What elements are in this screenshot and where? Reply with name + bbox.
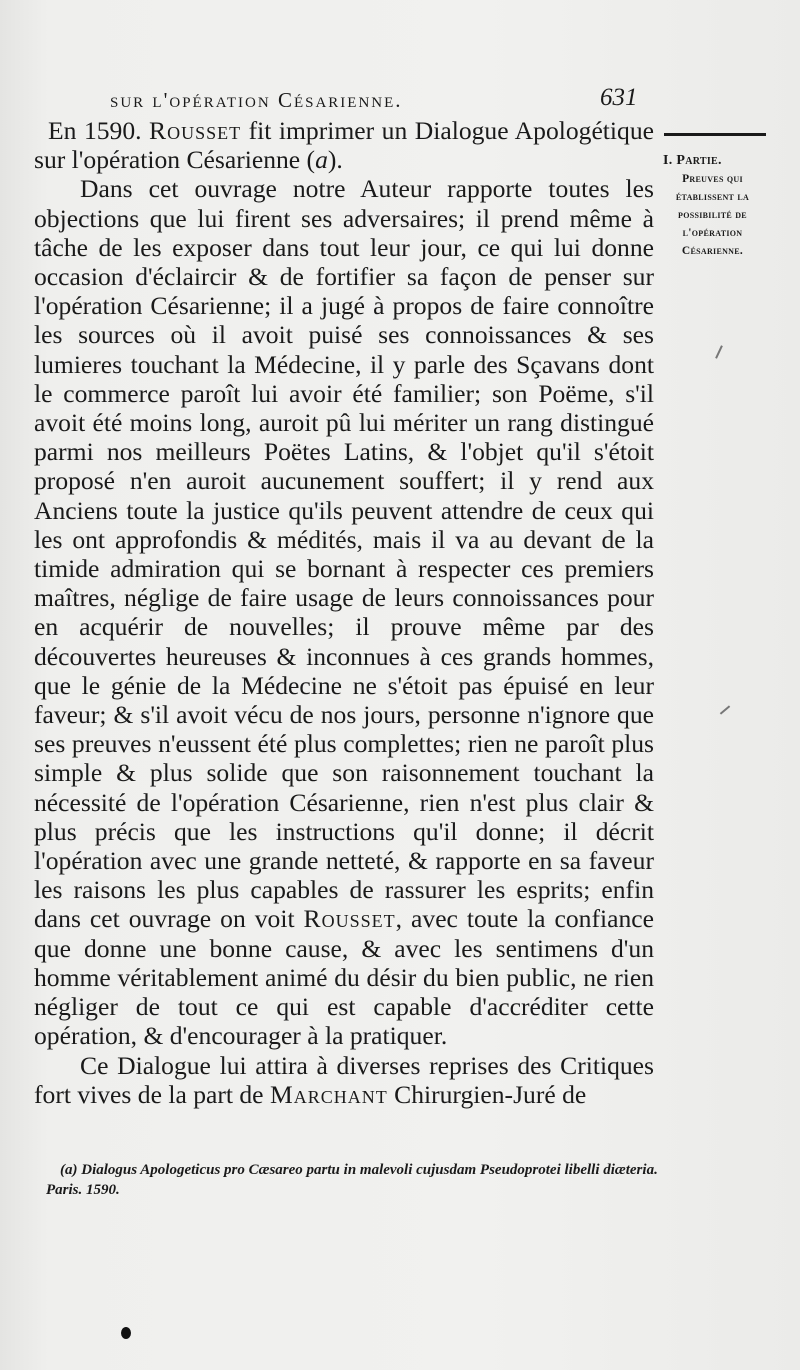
margin-note: [655, 152, 770, 260]
author-name-rousset: Rousset: [149, 116, 242, 145]
paragraph-2-segment: Dans cet ouvrage notre Auteur rapporte toutes les objections que lui firent ses adversaires; il prend même à tâche de les exposer dans tout leur jour, ce qui lui donne occasion d'éclaircir & de fortifier sa façon de penser sur l'opération Césarienne; il a jugé à propos de faire connoître les sources où il avoit puisé ses connoissances & ses lumieres touchant la Médecine, il y parle des Sçavans dont le commerce paroît lui avoir été familier; son Poëme, s'il avoit été moins long, auroit pû lui mériter un rang distingué parmi nos meilleurs Poëtes Latins, & l'objet qu'il s'étoit proposé n'en auroit aucunement souffert; il y rend aux Anciens toute la justice qu'ils peuvent attendre de ceux qui les ont approfondis & médités, mais il va au devant de la timide admiration qui se bornant à respecter ces premiers maîtres, néglige de faire usage de leurs connoissances pour en acquérir de nouvelles; il prouve même par des découvertes heureuses & inconnues à ces grands hommes, que le génie de la Médecine ne s'étoit pas épuisé en leur faveur; & s'il avoit vécu de nos jours, personne n'ignore que ses preuves n'eussent été plus complettes; rien ne paroît plus simple & plus solide que son raisonnement touchant la nécessité de l'opération Césarienne, rien n'est plus clair & plus précis que les instructions qu'il donne; il décrit l'opération avec une grande netteté, & rapporte en sa faveur les raisons les plus capables de rassurer les esprits; enfin dans cet ouvrage on voit: [34, 174, 654, 934]
paragraph-3: [34, 1051, 654, 1109]
footnote: [46, 1160, 666, 1200]
paragraph-3-segment: Ce Dialogue lui attira à diverses reprises des Critiques fort vives de la part de: [34, 1050, 654, 1109]
paragraph-1: [34, 116, 654, 174]
margin-note-text: Preuves qui établissent la possibilité de l'opération Césarienne.: [675, 173, 750, 257]
running-title: sur l'opération Césarienne.: [110, 88, 403, 112]
footnote-reference: a: [315, 145, 328, 175]
paragraph-1-segment: En 1590.: [48, 116, 150, 145]
paragraph-2: [34, 174, 654, 1050]
body-text: [34, 116, 654, 1109]
margin-rule: [664, 133, 766, 136]
ink-spot: [121, 1327, 131, 1339]
footnote-text: Dialogus Apologeticus pro Cæsareo partu in malevoli cujusdam Pseudoprotei libelli diæteria. Paris. 1590.: [46, 1162, 658, 1198]
footnote-marker: (a): [60, 1162, 78, 1178]
paragraph-1-segment: fit imprimer un Dialogue Apologétique sur l'opération Césarienne (: [34, 116, 654, 175]
author-name-marchant: Marchant: [269, 1079, 388, 1109]
stray-mark: [715, 345, 723, 359]
paragraph-1-segment: ).: [327, 145, 343, 175]
page-number: 631: [600, 84, 638, 111]
margin-note-part: I. Partie.: [663, 153, 722, 168]
paragraph-3-segment: Chirurgien-Juré de: [387, 1079, 587, 1109]
stray-mark: [720, 705, 730, 714]
paragraph-2-segment: , avec toute la confiance que donne une bonne cause, & avec les sentimens d'un homme véritablement animé du désir du bien public, ne rien négliger de tout ce qui est capable d'accréditer cette opération, & d'encourager à la pratiquer.: [34, 904, 654, 1051]
author-name-rousset: Rousset: [303, 904, 396, 934]
